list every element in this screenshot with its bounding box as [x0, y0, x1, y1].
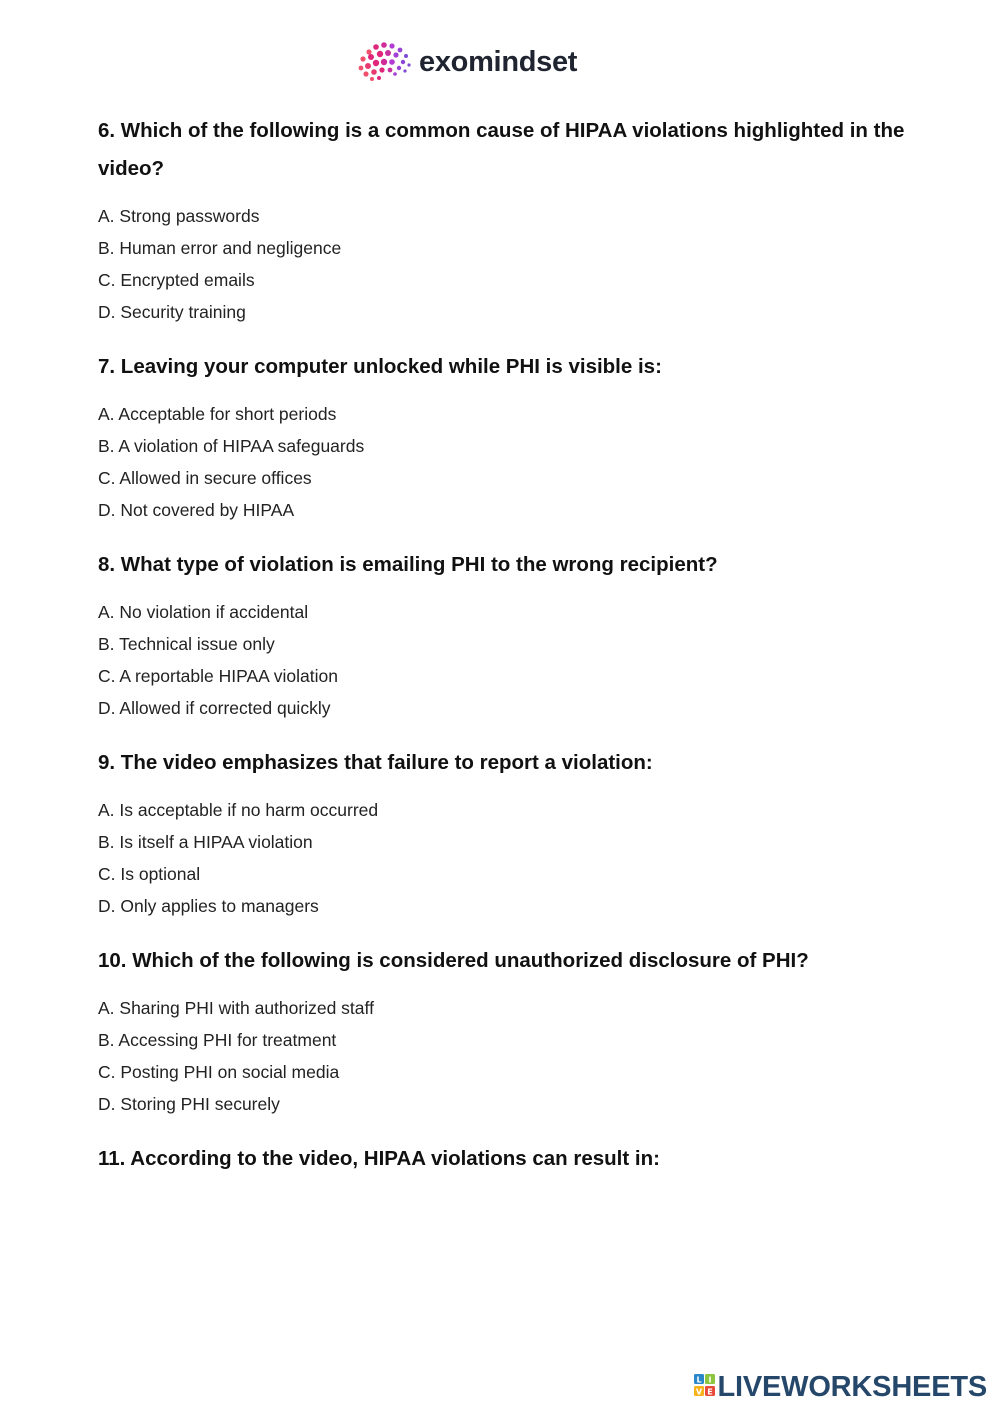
option-d: D. Not covered by HIPAA: [98, 500, 295, 520]
question-10: [98, 942, 908, 1120]
liveworksheets-brand: LIVEWORKSHEETS: [717, 1371, 987, 1403]
question-text: 10. Which of the following is considered unauthorized disclosure of PHI?: [98, 949, 809, 972]
question-11: [98, 1140, 908, 1178]
option-b: B. Technical issue only: [98, 634, 275, 654]
svg-text:V: V: [695, 1387, 702, 1397]
dotted-brain-icon: [357, 40, 413, 84]
option-a: A. Acceptable for short periods: [98, 404, 337, 424]
question-7: [98, 348, 908, 526]
option-a: A. Sharing PHI with authorized staff: [98, 998, 374, 1018]
option-b: B. A violation of HIPAA safeguards: [98, 436, 365, 456]
svg-text:E: E: [706, 1387, 713, 1397]
liveworksheets-logo[interactable]: [694, 1372, 988, 1403]
option-c: C. Allowed in secure offices: [98, 468, 312, 488]
option-b: B. Accessing PHI for treatment: [98, 1030, 337, 1050]
option-d: D. Security training: [98, 302, 246, 322]
option-c: C. Is optional: [98, 864, 201, 884]
question-9: [98, 744, 908, 922]
question-text: 6. Which of the following is a common cause of HIPAA violations highlighted in the video?: [98, 119, 905, 180]
option-a: A. No violation if accidental: [98, 602, 309, 622]
option-d: D. Storing PHI securely: [98, 1094, 280, 1114]
question-8: [98, 546, 908, 724]
question-text: 11. According to the video, HIPAA violations can result in:: [98, 1147, 660, 1170]
option-d: D. Only applies to managers: [98, 896, 319, 916]
option-b: B. Human error and negligence: [98, 238, 342, 258]
option-b: B. Is itself a HIPAA violation: [98, 832, 313, 852]
brand-name: exomindset: [419, 45, 578, 78]
question-text: 9. The video emphasizes that failure to report a violation:: [98, 751, 653, 774]
option-c: C. A reportable HIPAA violation: [98, 666, 338, 686]
option-a: A. Strong passwords: [98, 206, 260, 226]
option-a: A. Is acceptable if no harm occurred: [98, 800, 379, 820]
option-d: D. Allowed if corrected quickly: [98, 698, 331, 718]
question-text: 8. What type of violation is emailing PHI to the wrong recipient?: [98, 553, 718, 576]
question-text: 7. Leaving your computer unlocked while PHI is visible is:: [98, 355, 662, 378]
quiz-content: [98, 112, 908, 1198]
liveworksheets-icon: [694, 1372, 716, 1403]
svg-text:I: I: [708, 1375, 711, 1385]
option-c: C. Encrypted emails: [98, 270, 255, 290]
question-6: [98, 112, 908, 328]
svg-text:L: L: [695, 1375, 702, 1385]
option-c: C. Posting PHI on social media: [98, 1062, 340, 1082]
brand-logo: [357, 40, 577, 84]
